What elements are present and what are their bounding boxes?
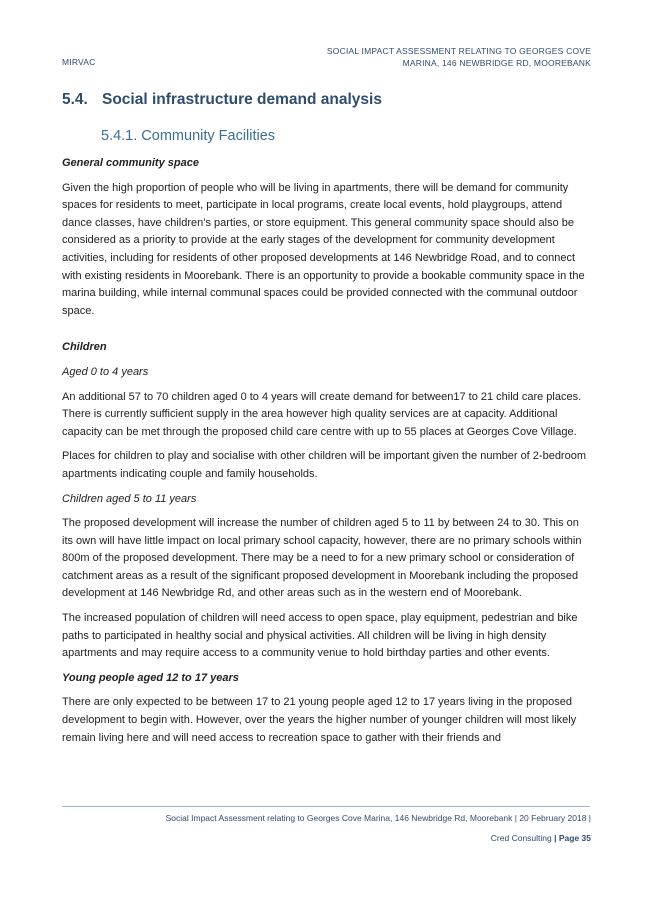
footer-org: Cred Consulting — [490, 833, 552, 843]
header-title-line-2: MARINA, 146 NEWBRIDGE RD, MOOREBANK — [402, 58, 591, 68]
paragraph-general-community-space: Given the high proportion of people who will be living in apartments, there will be demand for community spaces for residents to meet, participate in local programs, create local events, hold playgroups, attend dance classes, have children’s parties, or store equipment. This general community space should also be considered as a priority to provide at the early stages of the development for community development activities, including for residents of other proposed developments at 146 Newbridge Road, and to connect with existing residents in Moorebank. There is an opportunity to provide a bookable community space in the marina building, while internal communal spaces could be provided connected with the communal outdoor space. — [62, 181, 585, 317]
heading-general-community-space: General community space — [62, 157, 199, 169]
header-org: MIRVAC — [62, 57, 96, 67]
footer-page-info — [491, 833, 591, 843]
paragraph-aged-5-11-a: The proposed development will increase the number of children aged 5 to 11 by between 24 to 30. This on its own will have little impact on local primary school capacity, however, there are no primary schools within 800m of the proposed development. There may be a need to for a new primary school or consideration of catchment areas as a result of the significant proposed development in Moorebank including the proposed development at 146 Newbridge Rd, and other areas such as in the western end of Moorebank. — [62, 517, 582, 600]
subheading-aged-5-11: Children aged 5 to 11 years — [62, 492, 197, 505]
paragraph-aged-5-11-b: The increased population of children will need access to open space, play equipment, pedestrian and bike paths to participated in healthy social and physical activities. All children will be living in high density apartments and may require access to a community venue to hold birthday parties and other events. — [62, 612, 578, 660]
header-document-title — [327, 45, 591, 69]
spacer — [62, 327, 590, 339]
footer-citation: Social Impact Assessment relating to Georges Cove Marina, 146 Newbridge Rd, Moorebank | 20 February 2018 | — [165, 813, 591, 823]
subsection-heading: 5.4.1. Community Facilities — [101, 128, 276, 144]
heading-children: Children — [62, 341, 107, 354]
footer-separator: | — [551, 833, 559, 843]
footer-page-number: Page 35 — [558, 833, 591, 843]
section-title: Social infrastructure demand analysis — [102, 91, 382, 108]
paragraph-aged-0-4-b: Places for children to play and socialise with other children will be important given the number of 2-bedroom apartments indicating couple and family households. — [62, 450, 586, 480]
body-content — [62, 155, 590, 754]
section-number: 5.4. — [62, 91, 88, 108]
header-title-line-1: SOCIAL IMPACT ASSESSMENT RELATING TO GEORGES COVE — [326, 46, 591, 56]
section-heading — [62, 91, 382, 109]
subheading-aged-0-4: Aged 0 to 4 years — [62, 365, 149, 378]
paragraph-young-people: There are only expected to be between 17 to 21 young people aged 12 to 17 years living in the proposed development to begin with. However, over the years the higher number of younger children will most likely remain living here and will need access to recreation space to gather with their friends and — [62, 696, 577, 744]
paragraph-aged-0-4-a: An additional 57 to 70 children aged 0 to 4 years will create demand for between17 to 21 child care places. There is currently sufficient supply in the area however high quality services are at capacity. Additional capacity can be met through the proposed child care centre with up to 55 places at Georges Cove Village. — [62, 390, 582, 438]
heading-young-people: Young people aged 12 to 17 years — [62, 671, 239, 684]
footer-divider — [62, 806, 590, 807]
